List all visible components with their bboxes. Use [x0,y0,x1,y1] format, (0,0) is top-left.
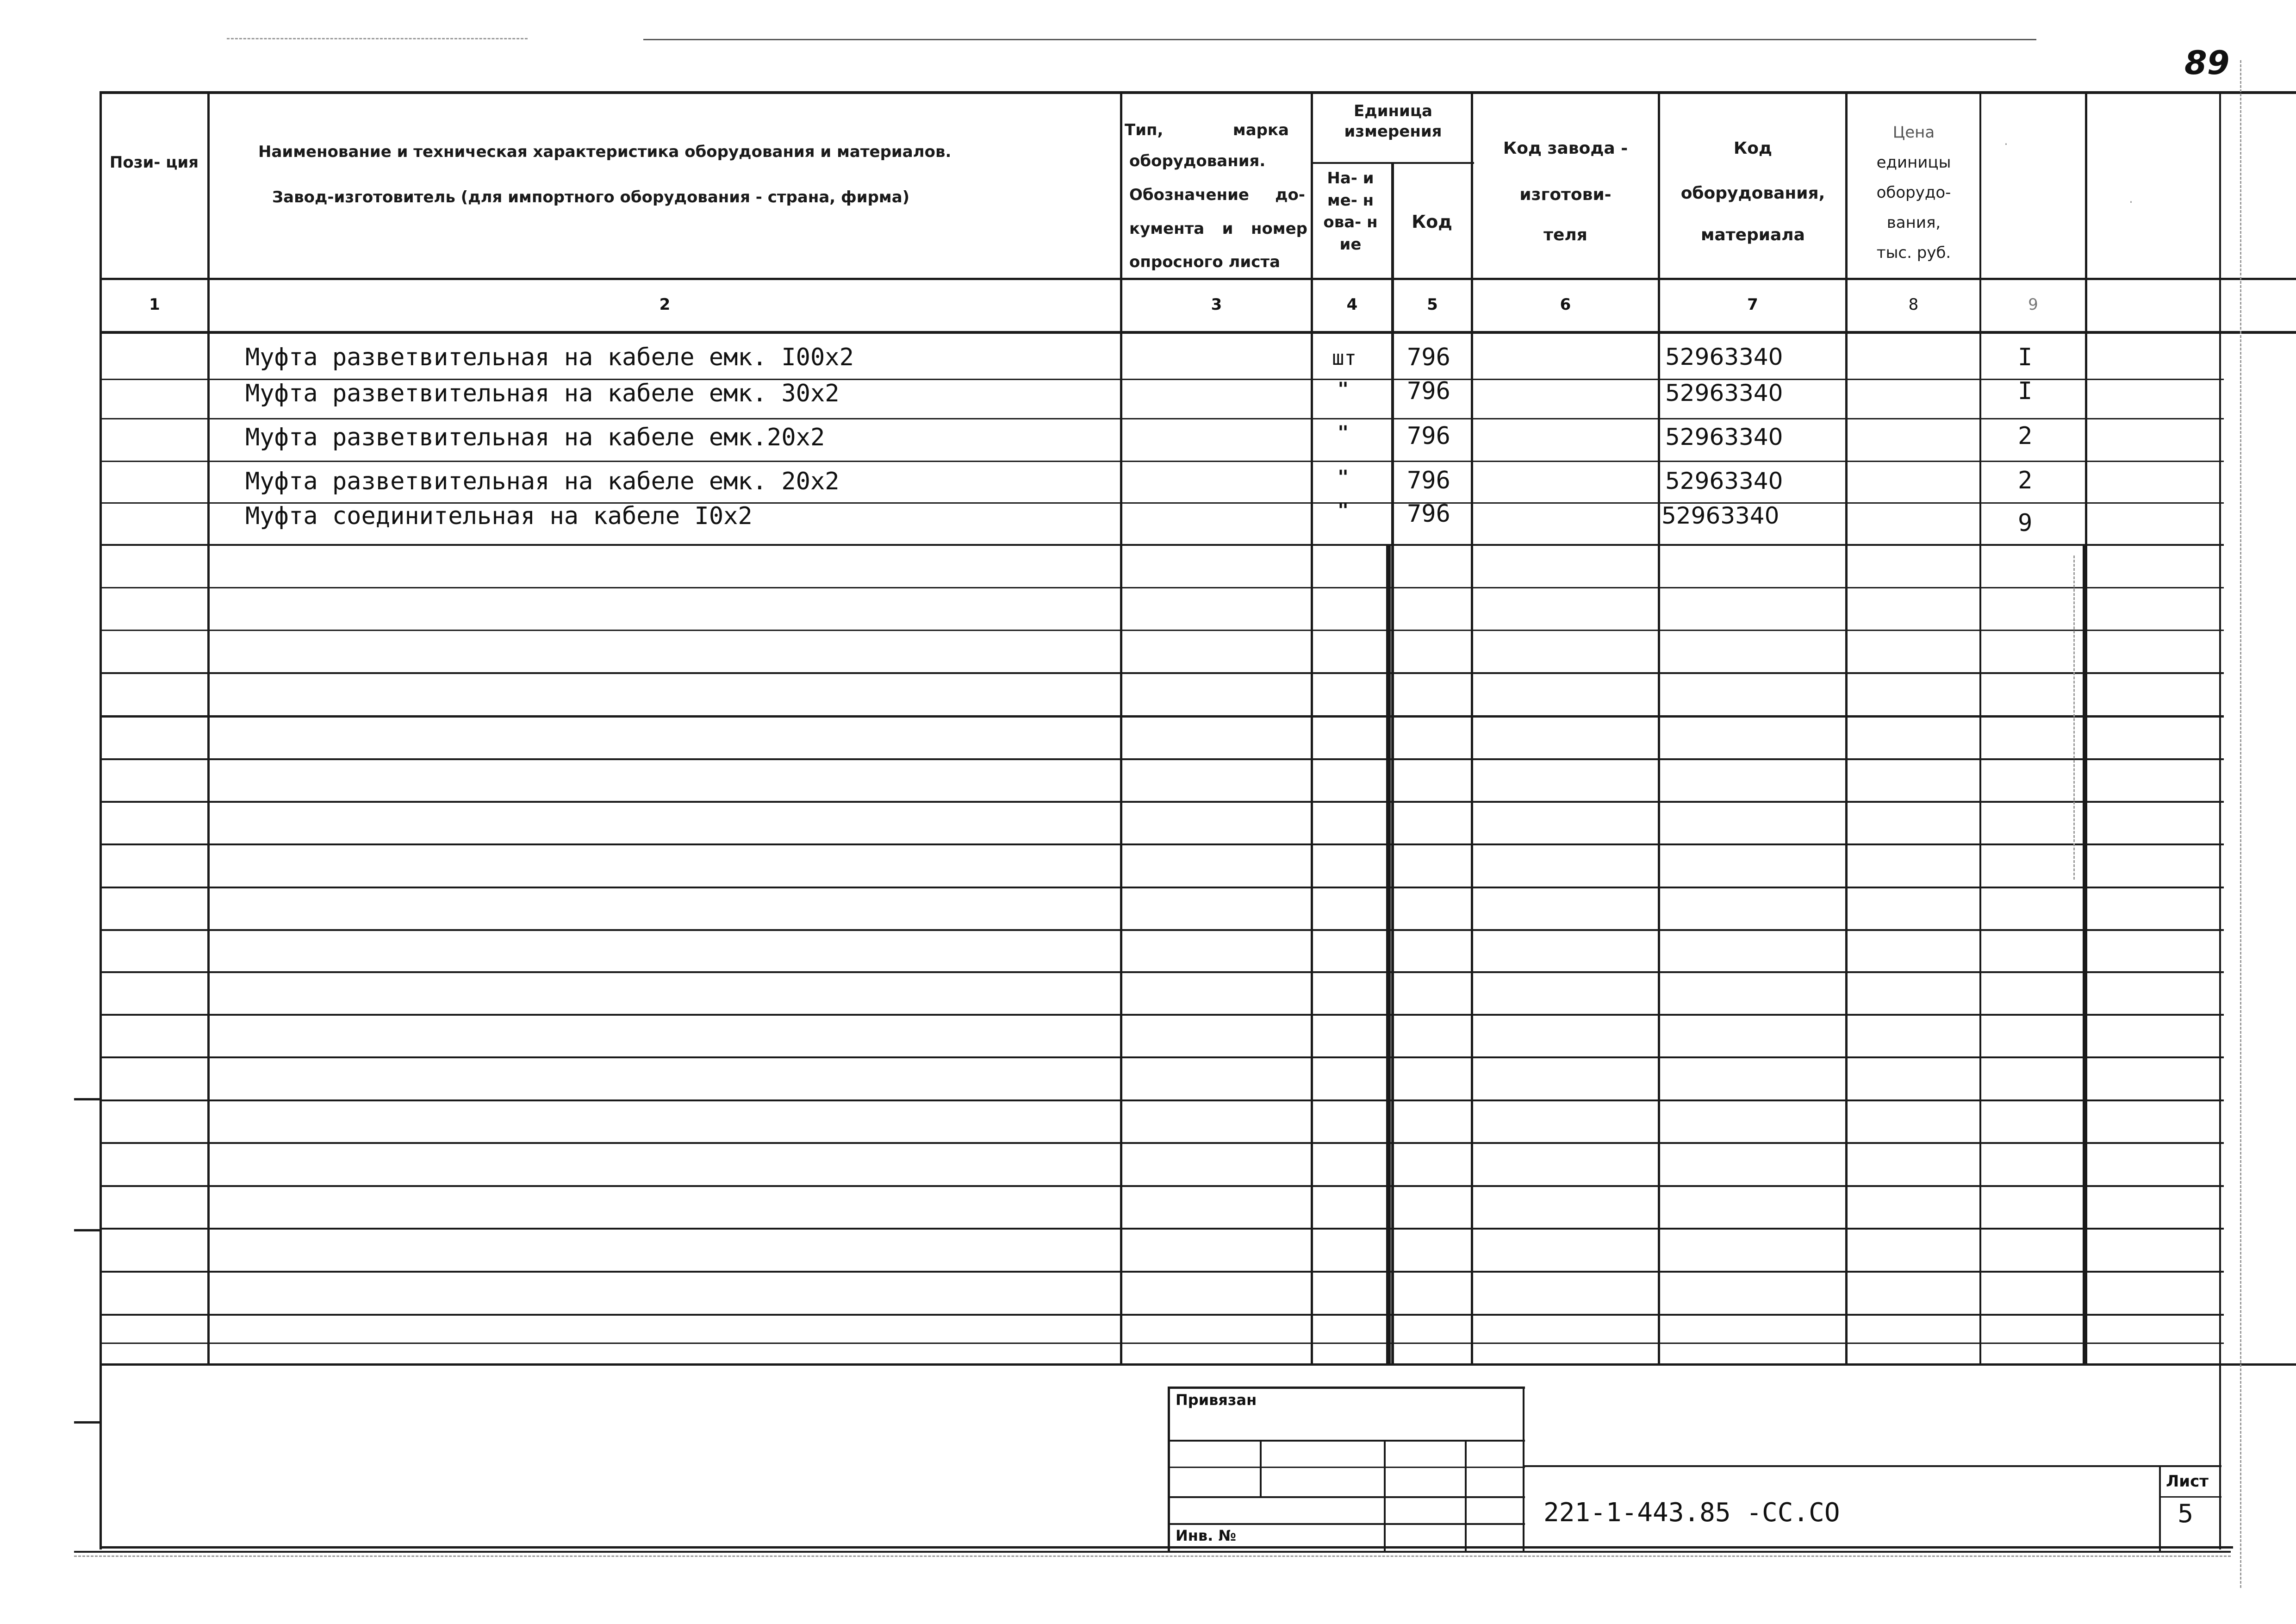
row-1-material-code: 52963340 [1665,344,1783,370]
header-unit-code: Код [1412,212,1452,232]
row-2-material-code: 52963340 [1665,380,1783,406]
row-1-name: Муфта разветвительная на кабеле емк. I00х2 [245,344,854,371]
row-5-unit: " [1338,500,1349,521]
bottom-scan-line [74,1555,2231,1557]
row-3-qty: 2 [2018,422,2033,450]
header-material-code-l2: оборудования, [1680,184,1825,203]
header-material-code-l3: материала [1701,225,1805,244]
faint-col9-header: · [2004,137,2008,152]
colnum-9: 9 [2028,295,2038,314]
header-price-l5: тыс. руб. [1876,244,1951,262]
row-3-material-code: 52963340 [1665,424,1783,450]
header-factory-code-l2: изготови- [1519,185,1612,204]
row-2-unit: " [1338,379,1349,400]
inv-no-label: Инв. № [1176,1527,1236,1544]
row-3-unit-code: 796 [1407,422,1450,450]
row-3-unit: " [1338,422,1349,443]
row-4-unit: " [1338,467,1349,488]
header-type-l3: Обозначение до- [1129,186,1305,204]
row-5-name: Муфта соединительная на кабеле I0х2 [245,502,753,530]
sheet-label: Лист [2166,1472,2209,1491]
row-2-name: Муфта разветвительная на кабеле емк. 30х2 [245,380,840,407]
row-2-qty: I [2018,377,2033,405]
row-5-material-code: 52963340 [1661,502,1780,529]
page-number: 89 [2184,44,2230,82]
header-unit-group: Единица измерения [1344,102,1442,141]
header-type-l4: кумента и номер [1129,219,1307,238]
colnum-3: 3 [1211,295,1222,314]
row-4-unit-code: 796 [1407,467,1450,494]
colnum-7: 7 [1747,295,1758,314]
colnum-4: 4 [1346,295,1358,314]
header-price-l4: вания, [1886,213,1941,232]
header-factory-code-l1: Код завода - [1503,139,1628,158]
row-2-unit-code: 796 [1407,377,1450,405]
header-type-l2: оборудования. [1129,152,1266,170]
row-5-unit-code: 796 [1407,500,1450,528]
header-price-l1: Цена [1892,123,1935,142]
header-type-l1: Тип, марка [1125,121,1289,139]
sheet-number: 5 [2178,1499,2194,1528]
header-factory-code-l3: теля [1543,225,1587,244]
header-material-code-l1: Код [1733,139,1773,158]
row-1-unit-code: 796 [1407,344,1450,371]
colnum-6: 6 [1560,295,1571,314]
row-4-qty: 2 [2018,467,2033,494]
top-rule [643,39,2036,40]
colnum-8: 8 [1908,295,1919,314]
header-price-l3: оборудо- [1876,183,1951,202]
row-4-name: Муфта разветвительная на кабеле емк. 20х2 [245,468,840,495]
top-scan-line [227,38,528,39]
colnum-1: 1 [149,295,160,314]
colnum-5: 5 [1427,295,1438,314]
privyazan-label: Привязан [1176,1391,1257,1409]
header-unit-name: На- име- нова- ние [1323,169,1378,254]
row-1-qty: I [2018,344,2033,371]
header-name-line1: Наименование и техническая характеристика оборудования и материалов. [258,143,952,161]
colnum-2: 2 [659,295,671,314]
row-5-qty: 9 [2018,509,2033,537]
row-3-name: Муфта разветвительная на кабеле емк.20х2 [245,424,825,451]
row-4-material-code: 52963340 [1665,468,1783,494]
header-type-l5: опросного листа [1129,253,1281,271]
faint-col10-header: · [2129,194,2133,210]
header-position: Пози- ция [109,153,199,172]
header-price-l2: единицы [1876,153,1951,172]
document-code: 221-1-443.85 -СС.СО [1543,1498,1840,1528]
row-1-unit: шт [1332,346,1356,370]
header-name-line2: Завод-изготовитель (для импортного оборудования - страна, фирма) [272,188,910,206]
